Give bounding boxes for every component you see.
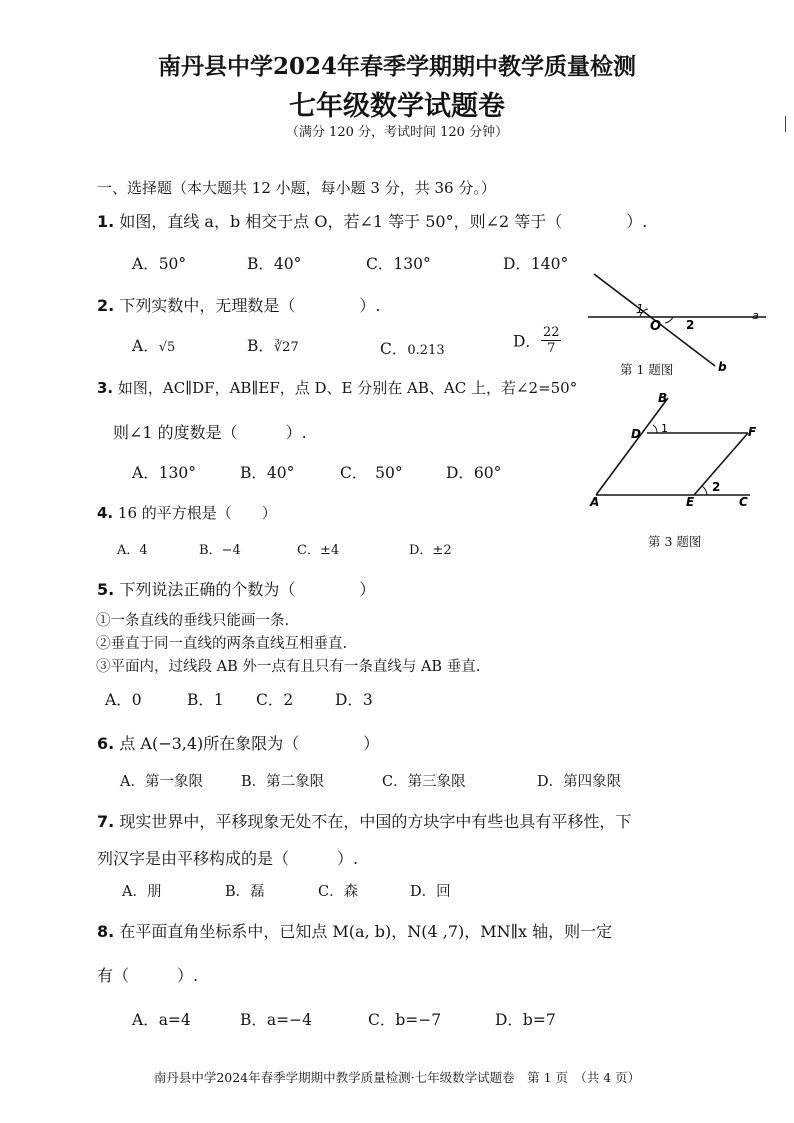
q5-statement-3: ③平面内，过线段 AB 外一点有且只有一条直线与 AB 垂直. [96,659,481,675]
segment-ef [694,433,748,495]
q1-option-c[interactable]: C．130° [366,255,431,273]
question-6 [97,731,379,754]
option-value-decimal: 0.213 [407,343,445,358]
exam-title-line2: 七年级数学试题卷 [289,91,505,122]
question-number: 3. [97,379,114,397]
point-e-label: E [686,495,695,509]
q4-option-a[interactable]: A．4 [117,543,148,558]
question-8-line2: 有（ ）. [97,966,199,985]
angle-1-arc [653,425,657,433]
question-1 [97,209,647,232]
question-3 [97,377,577,398]
question-number: 8. [97,922,115,941]
q5-statement-2: ②垂直于同一直线的两条直线互相垂直. [96,636,348,652]
q2-option-d[interactable] [513,325,561,356]
option-prefix: A． [132,337,159,355]
q3-option-c[interactable]: C． 50° [340,464,403,482]
q1-option-b[interactable]: B．40° [247,255,302,273]
q5-option-b[interactable]: B．1 [187,691,224,709]
page-footer: 南丹县中学2024年春季学期期中教学质量检测·七年级数学试题卷 第 1 页 （共 4 页） [153,1070,641,1085]
fraction-denominator: 7 [547,341,556,356]
question-stem: 下列说法正确的个数为（ ） [119,580,376,599]
q8-option-b[interactable]: B．a=−4 [240,1011,312,1029]
line-b-label: b [718,360,727,374]
q8-option-d[interactable]: D．b=7 [495,1011,556,1029]
exam-subtitle: （满分 120 分，考试时间 120 分钟） [285,125,509,140]
q5-statement-1: ①一条直线的垂线只能画一条. [96,613,290,629]
point-b-label: B [658,391,668,405]
question-7 [97,809,631,832]
q5-option-c[interactable]: C．2 [256,691,294,709]
figure-1-caption: 第 1 题图 [620,362,674,377]
question-4 [97,502,277,523]
figure-3-diagram [586,388,766,518]
q6-option-a[interactable]: A．第一象限 [120,774,203,790]
q5-option-d[interactable]: D．3 [335,691,373,709]
angle-2-arc [702,486,707,495]
q7-option-b[interactable]: B．磊 [225,884,265,900]
segment-ab [596,398,668,495]
question-7-line2: 列汉字是由平移构成的是（ ）. [97,849,359,868]
question-stem: 如图，直线 a，b 相交于点 O，若∠1 等于 50°，则∠2 等于（ ）. [119,212,648,231]
q1-option-d[interactable]: D．140° [503,255,569,273]
question-stem: 下列实数中，无理数是（ ）. [119,296,381,315]
q2-option-a[interactable] [132,334,175,356]
point-d-label: D [631,427,641,441]
option-prefix: D． [513,332,541,351]
q4-option-b[interactable]: B．−4 [199,543,241,558]
angle-2-label: 2 [686,318,695,332]
point-c-label: C [739,495,748,509]
angle-1-label: 1 [661,422,668,435]
question-stem: 16 的平方根是（ ） [117,504,277,522]
option-prefix: C． [380,340,408,358]
point-a-label: A [590,495,600,509]
q8-option-a[interactable]: A．a=4 [132,1011,191,1029]
question-number: 2. [97,296,115,315]
q6-option-b[interactable]: B．第二象限 [241,774,325,790]
q2-option-b[interactable] [247,334,299,356]
angle-2-arc [665,317,673,323]
section-title: 一、选择题（本大题共 12 小题，每小题 3 分，共 36 分。） [97,179,496,197]
q4-option-d[interactable]: D．±2 [409,543,452,558]
question-5 [97,577,375,600]
angle-1-label: 1 [636,302,644,316]
question-number: 7. [97,812,115,831]
exam-title-line1: 南丹县中学2024年春季学期期中教学质量检测 [157,53,636,80]
option-value-sqrt5: √5 [158,340,176,355]
question-stem-line1: 在平面直角坐标系中，已知点 M(a, b)，N(4 ,7)，MN∥x 轴，则一定 [119,922,613,941]
fraction-numerator: 22 [542,325,560,340]
question-2 [97,293,380,316]
question-stem-line1: 现实世界中，平移现象无处不在，中国的方块字中有些也具有平移性，下 [119,812,632,831]
q3-option-d[interactable]: D．60° [446,464,502,482]
q2-option-c[interactable] [380,337,445,359]
option-value-cbrt27: ∛27 [273,340,299,355]
figure-1-diagram [580,268,770,378]
question-number: 6. [97,734,115,753]
q3-option-a[interactable]: A．130° [132,464,197,482]
q1-option-a[interactable]: A．50° [132,255,187,273]
scan-edge-mark [785,116,786,132]
q6-option-d[interactable]: D．第四象限 [537,774,622,790]
question-number: 5. [97,580,115,599]
question-stem-line1: 如图，AC∥DF，AB∥EF，点 D、E 分别在 AB、AC 上，若∠2=50° [117,379,578,397]
question-stem: 点 A(−3,4)所在象限为（ ） [119,734,380,753]
option-prefix: B． [247,337,274,355]
q3-option-b[interactable]: B．40° [240,464,295,482]
question-number: 1. [97,212,115,231]
point-o-label: O [650,319,662,334]
question-8 [97,919,612,942]
figure-3-caption: 第 3 题图 [648,534,702,549]
line-a-label: a [752,309,759,322]
point-f-label: F [748,425,757,439]
q4-option-c[interactable]: C．±4 [297,543,340,558]
option-value-fraction [541,325,562,356]
question-number: 4. [97,504,114,522]
angle-2-label: 2 [712,480,721,494]
q5-option-a[interactable]: A．0 [105,691,142,709]
q7-option-c[interactable]: C．森 [318,884,359,900]
q6-option-c[interactable]: C．第三象限 [382,774,466,790]
q7-option-a[interactable]: A．朋 [122,884,162,900]
q8-option-c[interactable]: C．b=−7 [368,1011,442,1029]
question-3-line2: 则∠1 的度数是（ ）. [113,423,307,442]
q7-option-d[interactable]: D．回 [410,884,451,900]
